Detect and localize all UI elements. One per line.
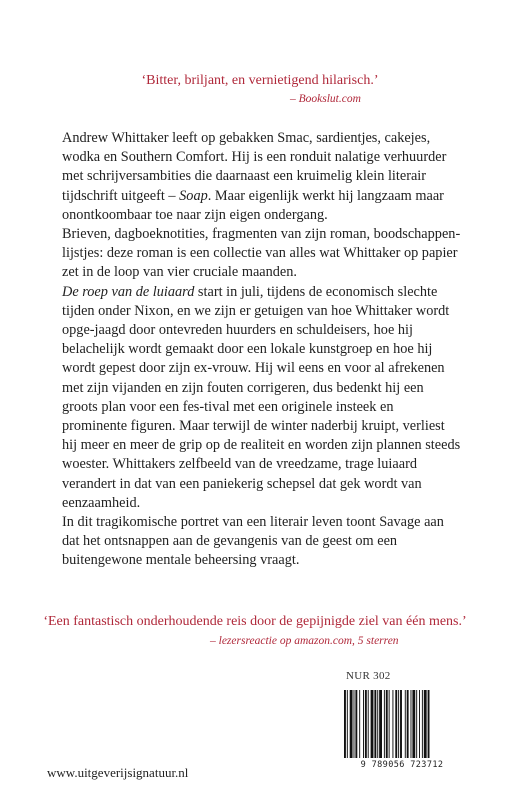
barcode-bar bbox=[355, 690, 357, 758]
barcode-bar bbox=[398, 690, 399, 758]
barcode-bar bbox=[412, 690, 415, 758]
magazine-title: Soap bbox=[179, 187, 208, 204]
barcode-bar bbox=[344, 690, 346, 758]
barcode-bar bbox=[428, 690, 430, 758]
barcode-bar bbox=[365, 690, 367, 758]
barcode-bar bbox=[350, 690, 353, 758]
barcode-bar bbox=[377, 690, 378, 758]
description-paragraph-4: In dit tragikomische portret van een literair leven toont Savage aan dat het ontsnappen aan de gevangenis van de geest om een buitengewone mentale beheersing vraagt. bbox=[62, 514, 444, 569]
description-p1-end: . Maar eigenlijk werkt hij langzaam maar onontkoombaar toe naar zijn eigen ondergang. bbox=[62, 187, 444, 223]
barcode-bar bbox=[371, 690, 374, 758]
description-paragraph-2: Brieven, dagboeknotities, fragmenten van zijn roman, boodschappen-lijstjes: deze roman is een collectie van alles wat Whittaker op papier zet in de loop van vier cruciale maanden. bbox=[62, 226, 461, 281]
barcode-bar bbox=[368, 690, 369, 758]
barcode-bar bbox=[389, 690, 390, 758]
barcode-bar bbox=[347, 690, 348, 758]
barcode-bar bbox=[411, 690, 412, 758]
isbn-number: 9 789056 723712 bbox=[360, 760, 444, 770]
bottom-quote: ‘Een fantastisch onderhoudende reis door de gepijnigde ziel van één mens.’ bbox=[43, 614, 467, 629]
barcode-bar bbox=[374, 690, 376, 758]
barcode-bar bbox=[407, 690, 409, 758]
barcode-bar bbox=[400, 690, 402, 758]
barcode-bar bbox=[392, 690, 393, 758]
barcode-bar bbox=[419, 690, 420, 758]
barcode-bar bbox=[395, 690, 397, 758]
book-title: De roep van de luiaard bbox=[62, 283, 195, 300]
description-paragraph-1 bbox=[62, 129, 462, 225]
book-description bbox=[62, 129, 462, 571]
description-paragraph-3 bbox=[62, 283, 462, 513]
barcode-bar bbox=[422, 690, 423, 758]
bottom-quote-attribution: – lezersreactie op amazon.com, 5 sterren bbox=[210, 635, 399, 647]
barcode-bar bbox=[384, 690, 385, 758]
description-p1-start: Andrew Whittaker leeft op gebakken Smac, sardientjes, cakejes, wodka en Southern Comfort. Hij is een ronduit nalatige verhuurder met schrijversambities die daarnaast een kruimelig klein literair tijdschrift uitgeeft – bbox=[62, 130, 447, 204]
barcode-bar bbox=[363, 690, 364, 758]
description-p3-text: start in juli, tijdens de economisch slechte tijden onder Nixon, en we zijn er getuigen van hoe Whittaker wordt opge-jaagd door ontevreden huurders en schuldeisers, hoe hij belachelijk wordt gemaakt door een lokale kunstgroep en hoe hij wordt gepest door zijn ex-vrouw. Hij wil eens en voor al afrekenen met zijn vijanden en zijn fouten corrigeren, dus bedenkt hij een groots plan voor een fes-tival met een originele insteek en prominente figuren. Maar terwijl de winter naderbij kruipt, verliest hij meer en meer de grip op de realiteit en worden zijn plannen steeds woester. Whittakers zelfbeeld van de vreedzame, trage luiaard verandert in dat van een paniekerig schepsel dat gek wordt van eenzaamheid. bbox=[62, 283, 461, 511]
top-quote: ‘Bitter, briljant, en vernietigend hilarisch.’ bbox=[141, 73, 379, 88]
barcode-bar bbox=[416, 690, 417, 758]
barcode-icon bbox=[340, 688, 464, 760]
barcode-bar bbox=[359, 690, 360, 758]
barcode-bar bbox=[379, 690, 382, 758]
barcode-bar bbox=[405, 690, 406, 758]
barcode-bar bbox=[354, 690, 355, 758]
isbn-barcode bbox=[340, 688, 464, 774]
top-quote-attribution: – Bookslut.com bbox=[290, 93, 361, 105]
barcode-bar bbox=[386, 690, 388, 758]
publisher-website[interactable]: www.uitgeverijsignatuur.nl bbox=[47, 765, 189, 780]
nur-code: NUR 302 bbox=[346, 670, 391, 682]
barcode-bar bbox=[424, 690, 427, 758]
